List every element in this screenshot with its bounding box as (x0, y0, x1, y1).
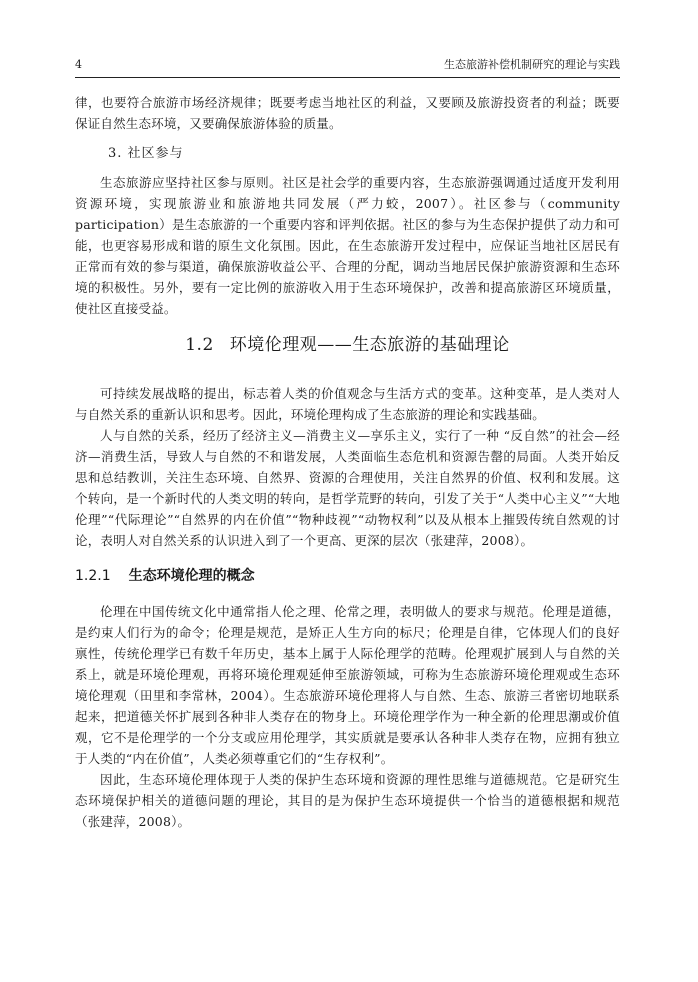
header-rule (75, 77, 620, 78)
paragraph-community: 生态旅游应坚持社区参与原则。社区是社会学的重要内容，生态旅游强调通过适度开发利用资源环境，实现旅游业和旅游地共同发展（严力蛟，2007）。社区参与（community participation）是生态旅游的一个重要内容和评判依据。社区的参与为生态保护提供了动力和可能，也更容易形成和谐的原生文化氛围。因此，在生态旅游开发过程中，应保证当地社区居民有正常而有效的参与渠道，确保旅游收益公平、合理的分配，调动当地居民保护旅游资源和生态环境的积极性。另外，要有一定比例的旅游收入用于生态环境保护，改善和提高旅游区环境质量，使社区直接受益。 (75, 175, 620, 316)
paragraph-conclusion: 因此，生态环境伦理体现于人类的保护生态环境和资源的理性思维与道德规范。它是研究生态环境保护相关的道德问题的理论，其目的是为保护生态环境提供一个恰当的道德根据和规范（张建萍，2008）。 (75, 772, 620, 829)
paragraph-human-nature: 人与自然的关系，经历了经济主义—消费主义—享乐主义，实行了一种 “反自然”的社会—经济—消费生活，导致人与自然的不和谐发展，人类面临生态危机和资源告罄的局面。人类开始反思和总结教训，关注生态环境、自然界、资源的合理使用，关注自然界的价值、权利和发展。这个转向，是一个新时代的人类文明的转向，是哲学荒野的转向，引发了关于“人类中心主义”“大地伦理”“代际理论”“自然界的内在价值”“物种歧视”“动物权利”以及从根本上摧毁传统自然观的讨论，表明人对自然关系的认识进入到了一个更高、更深的层次（张建萍，2008）。 (75, 428, 620, 548)
paragraph-continuation: 律，也要符合旅游市场经济规律；既要考虑当地社区的利益，又要顾及旅游投资者的利益；既要保证自然生态环境，又要确保旅游体验的质量。 (75, 95, 620, 131)
running-title: 生态旅游补偿机制研究的理论与实践 (444, 58, 620, 71)
subsection-title-1-2-1 (75, 565, 620, 587)
section-title-1-2 (75, 333, 620, 357)
section-number: 1.2 (185, 335, 214, 355)
subsection-heading: 生态环境伦理的概念 (128, 568, 255, 584)
page-body (75, 92, 620, 832)
section-heading: 环境伦理观——生态旅游的基础理论 (229, 335, 510, 355)
subsection-number: 1.2.1 (75, 568, 111, 584)
paragraph-ethics: 伦理在中国传统文化中通常指人伦之理、伦常之理，表明做人的要求与规范。伦理是道德，是约束人们行为的命令；伦理是规范，是矫正人生方向的标尺；伦理是自律，它体现人们的良好禀性，传统伦理学已有数千年历史，基本上属于人际伦理学的范畴。伦理观扩展到人与自然的关系上，就是环境伦理观，再将环境伦理观延伸至旅游领域，可称为生态旅游环境伦理观或生态环境伦理观（田里和李常林，2004）。生态旅游环境伦理将人与自然、生态、旅游三者密切地联系起来，把道德关怀扩展到各种非人类存在的物身上。环境伦理学作为一种全新的伦理思潮或价值观，它不是伦理学的一个分支或应用伦理学，其实质就是要承认各种非人类存在物，应拥有独立于人类的“内在价值”，人类必须尊重它们的“生存权利”。 (75, 604, 620, 766)
subheading-community-participation: 3. 社区参与 (108, 146, 184, 161)
paragraph-sustainable: 可持续发展战略的提出，标志着人类的价值观念与生活方式的变革。这种变革，是人类对人与自然关系的重新认识和思考。因此，环境伦理构成了生态旅游的理论和实践基础。 (75, 386, 620, 422)
page-number: 4 (75, 58, 82, 71)
running-header (75, 58, 620, 72)
